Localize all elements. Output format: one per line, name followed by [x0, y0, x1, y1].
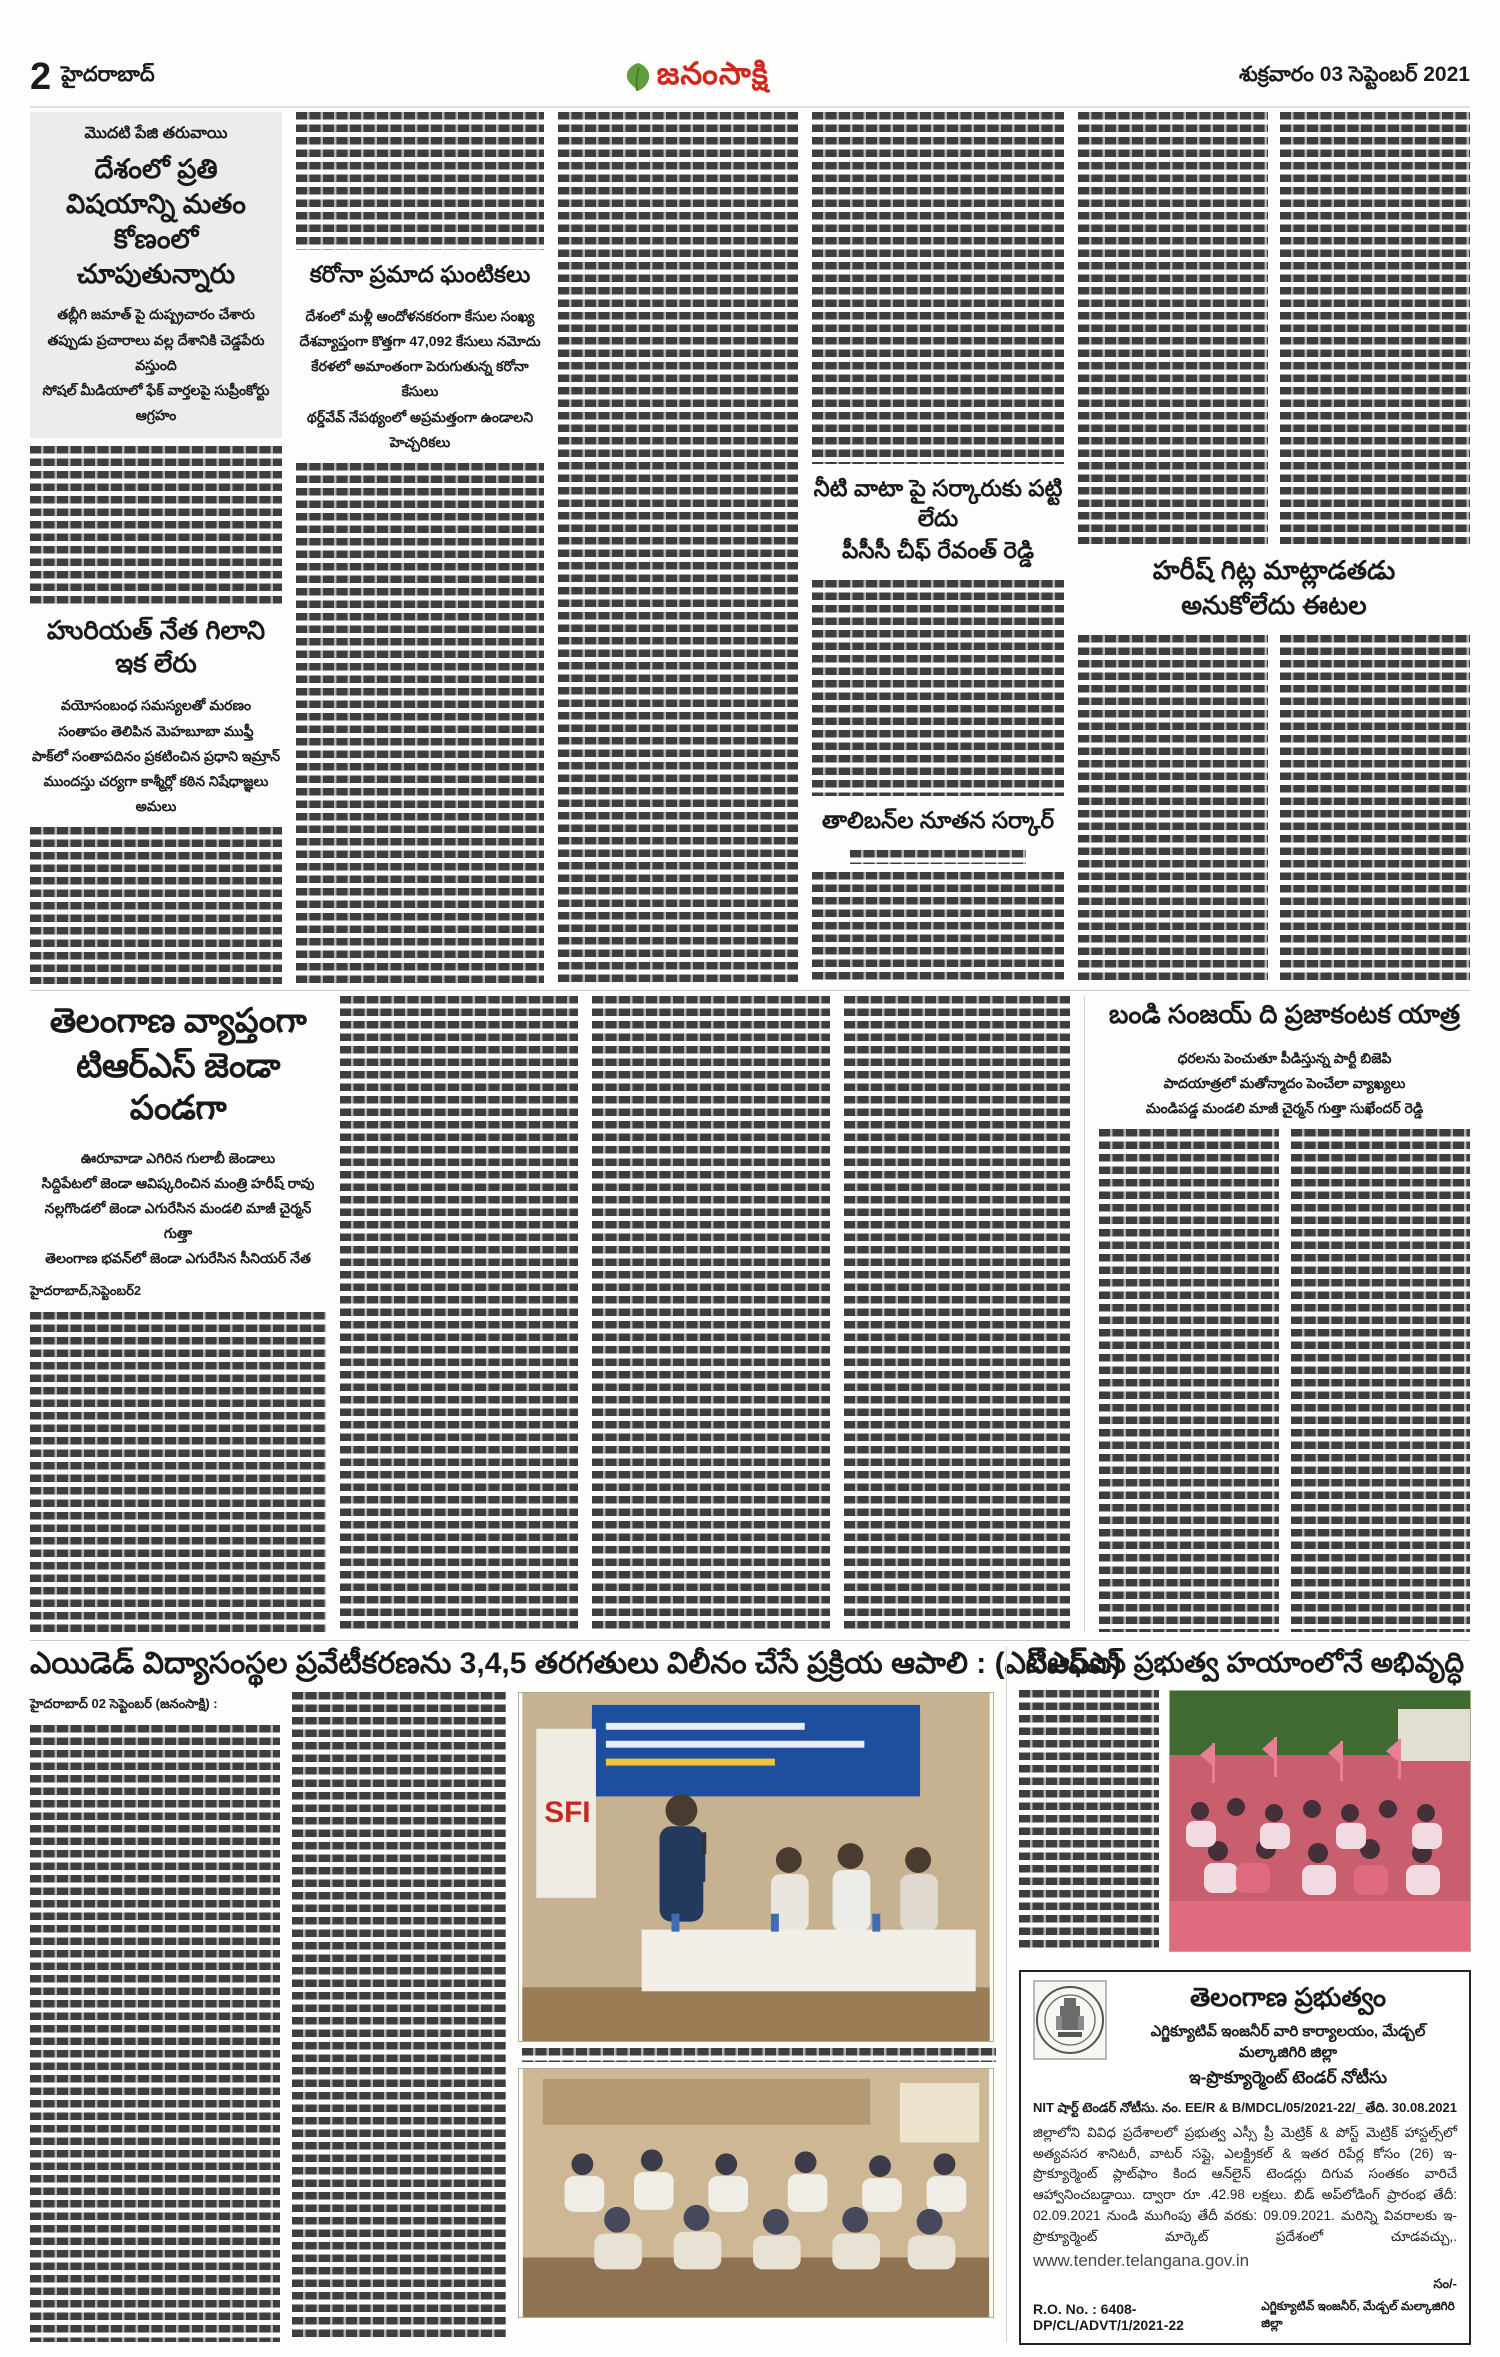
page-number: 2 — [30, 56, 52, 98]
body-text-block — [844, 996, 1070, 1632]
bandi-headline: బండి సంజయ్ ది ప్రజాకంటక యాత్ర — [1108, 999, 1461, 1029]
corona-subhead: థర్డ్‌వేవ్ నేపథ్యంలో అప్రమత్తంగా ఉండాలని హెచ్చరికలు — [306, 408, 534, 450]
sfi-body — [30, 1692, 992, 2342]
geelani-subhead: పాక్‌లో సంతాపదినం ప్రకటించిన ప్రధాని ఇమ్రాన్ — [31, 747, 281, 764]
body-text-block — [1280, 112, 1470, 544]
trs-dev-headline: టీఆర్ఎస్ ప్రభుత్వ హయాంలోనే అభివృద్ధి — [1025, 1647, 1465, 1678]
etala-headline — [1078, 552, 1470, 627]
middle-column-3 — [592, 996, 830, 1632]
band-divider — [30, 990, 1470, 991]
sfi-audience-photo — [518, 2068, 994, 2318]
lead-subhead: తబ్లీగి జమాత్ పై దుష్ప్రచారం చేశారు — [57, 306, 255, 323]
body-text-block — [296, 463, 544, 984]
body-text-block — [30, 1312, 326, 1632]
body-two-columns — [1078, 635, 1470, 984]
lead-headline: దేశంలో ప్రతి విషయాన్ని మతం కోణంలో చూపుతున్నారు — [66, 154, 246, 290]
bottom-band — [30, 1646, 1470, 2342]
body-two-columns — [1078, 112, 1470, 544]
bandi-subheads — [1099, 1046, 1470, 1122]
tender-ad-nit-number: NIT షార్ట్ టెండర్ నోటీసు. నం. EE/R & B/MDCL/05/2021-22/_ — [1033, 2099, 1363, 2115]
trs-rally-photo — [1169, 1690, 1471, 1952]
masthead-leaf-icon — [625, 62, 651, 92]
body-text-block — [1078, 112, 1268, 544]
photo-caption-block — [522, 2048, 996, 2062]
geelani-subhead: ముందస్తు చర్యగా కాశ్మీర్లో కఠిన నిషేధాజ్ఞలు అమలు — [43, 772, 269, 815]
trs-flag-headline-line2: టిఆర్ఎస్ జెండా పండగా — [76, 1046, 280, 1127]
body-text-block — [1078, 635, 1268, 984]
corona-subhead: దేశంలో మళ్లీ ఆందోళనకరంగా కేసుల సంఖ్య — [305, 307, 535, 324]
water-headline — [812, 472, 1064, 572]
trs-dev-body-row — [1019, 1690, 1471, 1952]
column-3 — [558, 112, 798, 984]
corona-subhead: కేరళలో అమాంతంగా పెరుగుతున్న కరోనా కేసులు — [311, 358, 529, 400]
middle-column-2 — [340, 996, 578, 1632]
band-divider — [30, 1640, 1470, 1641]
bandi-subhead: ధరలను పెంచుతూ పీడిస్తున్న పార్టీ బిజెపి — [1177, 1049, 1392, 1066]
column-1 — [30, 112, 282, 984]
lead-subhead: తప్పుడు ప్రచారాలు వల్ల దేశానికి చెడ్డపేరు వస్తుంది — [47, 331, 265, 373]
body-text-block — [1099, 1129, 1279, 1632]
taliban-subhead-block — [850, 850, 1026, 864]
column-2 — [296, 112, 544, 984]
middle-band — [30, 996, 1470, 1632]
body-text-block — [296, 112, 544, 250]
body-text-block — [340, 996, 578, 1632]
header-divider — [30, 106, 1470, 108]
body-text-block — [30, 446, 282, 604]
tender-ad-nit-row — [1033, 2100, 1457, 2119]
tender-ad-body-text: జిల్లాలోని వివిధ ప్రదేశాలలో ప్రభుత్వ ఎస్సీ ప్రీ మెట్రిక్ & పోస్ట్ మెట్రిక్ హాస్టల్స్‌లో అత్యవసర శానిటరీ, వాటర్ సప్లై, ఎలక్ట్రికల్ & ఇతర రిపేర్ల కోసం (26) ఇ-ప్రొక్యూర్మెంట్ ప్లాట్‌ఫాం కింద ఆన్‌లైన్ టెండర్లు దిగువ సంతకం వారిచే ఆహ్వానించబడ్డాయి. ద్వారా రూ .42.98 లక్షలు. బిడ్ అప్‌లోడింగ్ ప్రారంభ తేదీ: 02.09.2021 నుండి ముగింపు తేదీ వరకు: 09.09.2021. మరిన్ని వివరాలకు ఇ-ప్రొక్యూర్మెంట్ మార్కెట్ ప్రదేశంలో చూడవచ్చు,. — [1033, 2124, 1457, 2245]
tender-ad-body — [1033, 2123, 1457, 2275]
corona-subhead: దేశవ్యాప్తంగా కొత్తగా 47,092 కేసులు నమోదు — [299, 333, 541, 350]
tender-ad-url: www.tender.telangana.gov.in — [1033, 2251, 1250, 2271]
trs-flag-dateline: హైదరాబాద్,సెప్టెంబర్2 — [30, 1283, 142, 1299]
body-text-block — [558, 112, 798, 984]
etala-headline-line2: అనుకోలేదు ఈటల — [1181, 589, 1367, 620]
date-line: శుక్రవారం 03 సెప్టెంబర్ 2021 — [1238, 62, 1470, 86]
trs-flag-subheads — [30, 1146, 326, 1272]
trs-flag-subhead: తెలంగాణ భవన్‌లో జెండా ఎగురేసిన సీనియర్ నేత — [45, 1250, 311, 1267]
body-text-block — [812, 112, 1064, 464]
taliban-headline: తాలిబన్‌ల నూతన సర్కార్ — [821, 806, 1055, 833]
geelani-subhead: వయోసంబంధ సమస్యలతో మరణం — [60, 697, 252, 714]
sfi-photo-stack — [518, 1692, 992, 2342]
geelani-subheads — [30, 693, 282, 819]
tender-ad-ro-number: R.O. No. : 6408-DP/CL/ADVT/1/2021-22 — [1033, 2301, 1184, 2334]
water-headline-line1: నీటి వాటా పై సర్కారుకు పట్టి లేదు — [813, 475, 1063, 531]
top-band — [30, 112, 1470, 984]
water-headline-line2: పీసీసీ చీఫ్ రేవంత్ రెడ్డి — [842, 536, 1034, 563]
sfi-banner-text: SFI — [544, 1796, 591, 1830]
tender-ad-sign: సం/- — [1433, 2276, 1457, 2292]
masthead-title: జనంసాక్షి — [656, 55, 769, 91]
lead-kicker: మొదటి పేజి తరువాయి — [84, 125, 228, 142]
corona-headline: కరోనా ప్రమాద ఘంటికలు — [309, 261, 531, 287]
tender-ad-header — [1033, 1980, 1457, 2092]
sfi-column-1 — [30, 1692, 280, 2342]
geelani-headline: హురియత్ నేత గిలాని ఇక లేరు — [46, 615, 266, 678]
body-text-block — [592, 996, 830, 1632]
tender-ad-title: తెలంగాణ ప్రభుత్వం — [1189, 1981, 1387, 2012]
sfi-headline: ఎయిడెడ్ విద్యాసంస్థల ప్రవేటీకరణను 3,4,5 తరగతులు విలీనం చేసే ప్రక్రియ ఆపాలి : (ఎస్ఎఫ్ఐ) — [30, 1647, 1122, 1680]
corona-subheads — [296, 304, 544, 455]
trs-flag-column — [30, 996, 326, 1632]
tender-ad — [1019, 1970, 1471, 2346]
bandi-column — [1099, 996, 1470, 1632]
body-text-block — [1280, 635, 1470, 984]
tender-ad-date: తేది. 30.08.2021 — [1365, 2099, 1457, 2115]
trs-flag-subhead: ఊరూవాడా ఎగిరిన గులాబీ జెండాలు — [80, 1149, 276, 1166]
sfi-dateline: హైదరాబాద్ 02 సెప్టెంబర్ (జనంసాక్షి) : — [30, 1696, 218, 1711]
lead-subhead: సోషల్ మీడియాలో ఫేక్ వార్తలపై సుప్రీంకోర్టు ఆగ్రహం — [42, 381, 270, 424]
tender-ad-signer: ఎగ్జిక్యూటివ్ ఇంజనీర్, మేడ్చల్ మల్కాజిగిరి జిల్లా — [1261, 2299, 1455, 2331]
trs-flag-subhead: నల్లగొండలో జెండా ఎగురేసిన మండలి మాజీ చైర్మన్ గుత్తా — [44, 1199, 312, 1242]
column-4 — [812, 112, 1064, 984]
geelani-subhead: సంతాపం తెలిపిన మెహబూబా ముఫ్తీ — [58, 722, 254, 739]
sfi-meeting-photo — [518, 1692, 994, 2042]
body-two-columns — [1099, 1129, 1470, 1632]
column-5 — [1078, 112, 1470, 984]
body-text-block — [1291, 1129, 1471, 1632]
body-text-block — [30, 827, 282, 984]
body-text-block — [812, 872, 1064, 984]
tender-ad-titles — [1119, 1980, 1457, 2092]
trs-flag-subhead: సిద్దిపేటలో జెండా ఆవిష్కరించిన మంత్రి హరీష్ రావు — [41, 1174, 315, 1191]
column-rule — [1084, 996, 1085, 1632]
tender-ad-notice-line: ఇ-ప్రొక్యూర్మెంట్ టెండర్ నోటీసు — [1189, 2067, 1387, 2087]
bandi-subhead: పాదయాత్రలో మతోన్మాదం పెంచేలా వ్యాఖ్యలు — [1163, 1074, 1406, 1091]
body-text-block — [30, 1725, 280, 2342]
telangana-government-seal — [1033, 1980, 1107, 2060]
article-lead-headline-box — [30, 112, 282, 438]
tender-ad-office-line: ఎగ్జిక్యూటివ్ ఇంజనీర్ వారి కార్యాలయం, మేడ్చల్ మల్కాజిగిరి జిల్లా — [1150, 2022, 1426, 2061]
bandi-subhead: మండిపడ్డ మండలి మాజీ చైర్మన్ గుత్తా సుఖేందర్ రెడ్డి — [1145, 1100, 1424, 1117]
tender-ad-footer — [1033, 2299, 1457, 2333]
body-text-block — [812, 580, 1064, 796]
middle-column-4 — [844, 996, 1070, 1632]
trs-flag-headline — [30, 996, 326, 1138]
page-header — [30, 52, 1470, 102]
masthead — [625, 56, 769, 99]
sfi-column-2 — [292, 1692, 506, 2342]
edition-name: హైదరాబాద్ — [61, 63, 155, 86]
trs-dev-article — [1006, 1646, 1471, 2342]
body-text-block — [1019, 1690, 1159, 1952]
header-left — [30, 58, 155, 96]
body-text-block — [292, 1692, 506, 2342]
etala-headline-line1: హరీష్ గిట్ల మాట్లాడతడు — [1152, 555, 1396, 585]
trs-flag-headline-line1: తెలంగాణ వ్యాప్తంగా — [49, 1002, 307, 1040]
